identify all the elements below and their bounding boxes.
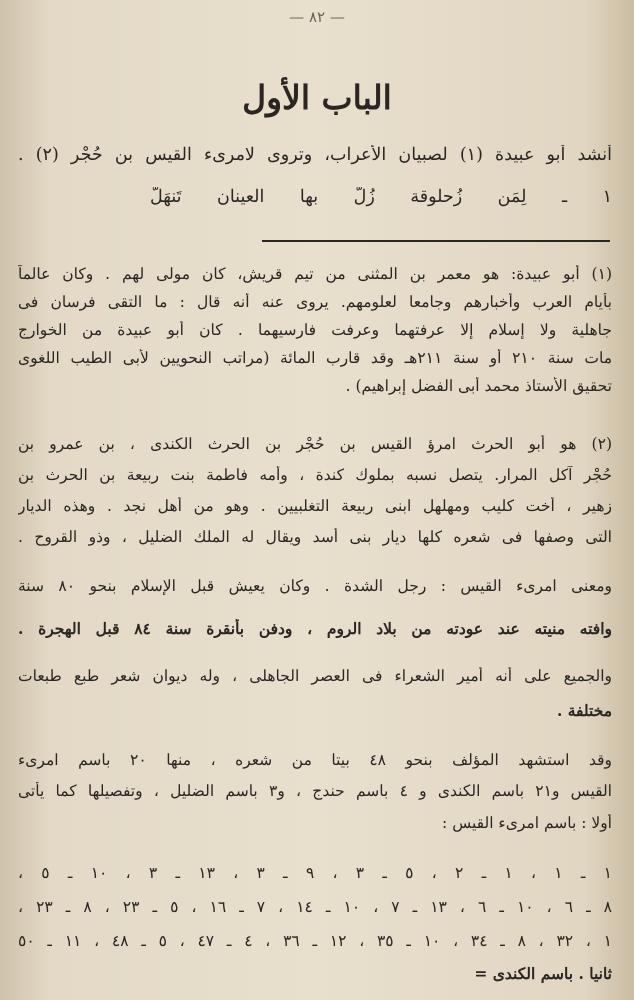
meaning-line: وافته منيته عند عودته من بلاد الروم ، ودفن بأنقرة سنة ٨٤ قبل الهجرة .	[18, 619, 612, 638]
footnote-2-line: حُجْر آكل المرار. يتصل نسبه بملوك كندة ، وأمه فاطمة بنت ربيعة بن الحرث بن	[18, 466, 612, 484]
footnote-2-line: (٢) هو أبو الحرث امرؤ القيس بن حُجْر بن الحرث الكندى ، بن عمرو بن	[18, 435, 612, 453]
footnote-2-line: التى وصفها فى شعره كلها ديار بنى أسد ويقال له الملك الضليل ، وذو القروح .	[18, 528, 612, 546]
consensus-line: والجميع على أنه أمير الشعراء فى العصر الجاهلى ، وله ديوان شعر طبع طبعات	[18, 667, 612, 685]
footnote-1-line: جاهلية ولا إسلام إلا عرفتهما وعرفت فارسيهما . كان أبو عبيدة من الخوارج	[18, 321, 612, 339]
verse-line: ١ ـ لِمَن زُحلوقة زُلٌّ بها العينان تَنهَلُّ	[150, 187, 612, 207]
footnote-1-line: مات سنة ٢١٠ أو سنة ٢١١هـ وقد قارب المائة (مراتب النحويين لأبى الطيب اللغوى	[18, 349, 612, 367]
consensus-line: مختلفة .	[556, 701, 612, 720]
footnote-1-line: تحقيق الأستاذ محمد أبى الفضل إبراهيم) .	[345, 377, 612, 395]
footnote-1-line: (١) أبو عبيدة: هو معمر بن المثنى من تيم قريش، كان مولى لهم . وكان عالماً	[18, 265, 612, 283]
footnote-2-line: زهير ، أخت كليب ومهلهل ابنى ربيعة التغلبيين . وهو من أهل نجد . وهذه الديار	[18, 497, 612, 515]
footnote-separator	[262, 240, 610, 242]
chapter-title: الباب الأول	[242, 78, 392, 117]
meaning-line: ومعنى امرىء القيس : رجل الشدة . وكان يعيش قبل الإسلام بنحو ٨٠ سنة	[18, 577, 612, 595]
subheading: ثانيا . باسم الكندى =	[474, 964, 612, 983]
author-line: أولا : باسم امرىء القيس :	[442, 814, 612, 832]
number-list-line: ١ ، ٣٢ ، ٨ ـ ٣٤ ، ١٠ ـ ٣٥ ، ١٢ ـ ٣٦ ، ٤ ـ ٤٧ ، ٥ ـ ٤٨ ، ١١ ـ ٥٠	[18, 932, 612, 950]
number-list-line: ١ ـ ١ ، ١ ـ ٢ ، ٥ ـ ٣ ، ٩ ـ ٣ ، ١٣ ـ ٣ ، ١٠ ـ ٥ ،	[18, 864, 612, 882]
author-line: وقد استشهد المؤلف بنحو ٤٨ بيتا من شعره ، منها ٢٠ باسم امرىء	[18, 751, 612, 769]
page-number: — ٨٢ —	[289, 8, 345, 26]
footnote-1-line: بأيام العرب وأخبارهم وجامعا لعلومهم. يروى عنه أنه قال : ما التقى فرسان فى	[18, 293, 612, 311]
number-list-line: ٨ ـ ٦ ، ١٠ ـ ٦ ، ١٣ ـ ٧ ، ١٠ ـ ١٤ ، ٧ ـ ١٦ ، ٥ ـ ٢٣ ، ٨ ـ ٢٣ ،	[18, 898, 612, 916]
intro-line: أنشد أبو عبيدة (١) لصبيان الأعراب، وتروى لامرىء القيس بن حُجْر (٢) .	[18, 145, 612, 165]
author-line: القيس و٢١ باسم الكندى و ٤ باسم حندج ، و٣ باسم الضليل ، وتفصيلها كما يأتى	[18, 782, 612, 800]
